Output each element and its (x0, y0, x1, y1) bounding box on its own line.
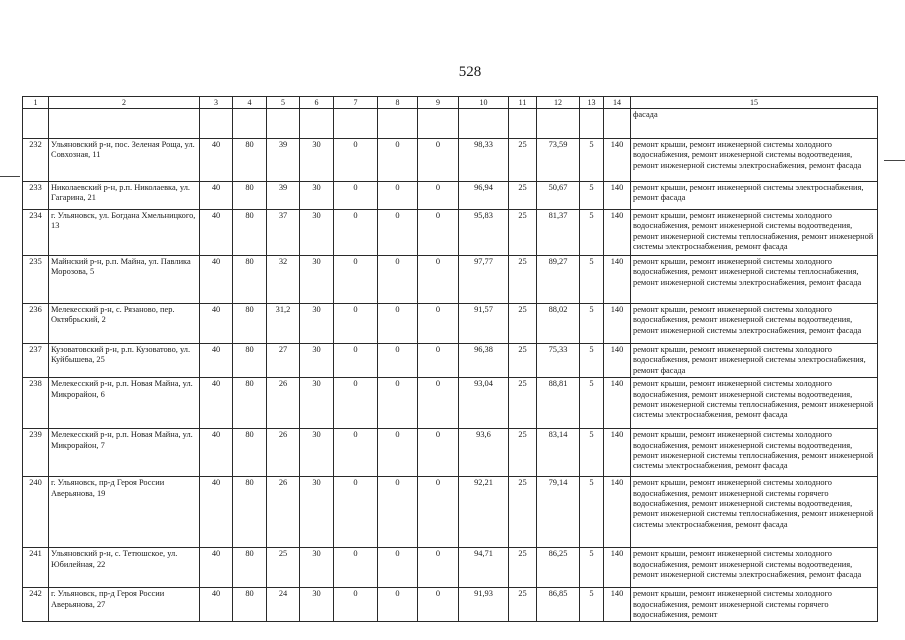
value-cell-c6: 30 (300, 139, 334, 182)
works-cell: ремонт крыши, ремонт инженерной системы холодного водоснабжения, ремонт инженерной системы теплоснабжения, ремонт инженерной системы электроснабжения, ремонт фасада (631, 256, 878, 304)
column-header-12: 12 (537, 97, 580, 109)
value-cell-c10: 98,33 (459, 139, 509, 182)
value-cell-c7: 0 (334, 256, 378, 304)
value-cell-c8: 0 (378, 304, 418, 344)
value-cell-c14: 140 (604, 588, 631, 622)
value-cell-c6: 30 (300, 429, 334, 477)
value-cell-c4: 80 (233, 477, 267, 548)
row-number-cell: 239 (23, 429, 49, 477)
value-cell-c5: 26 (267, 429, 300, 477)
table-row (23, 304, 878, 344)
value-cell-c11: 25 (509, 429, 537, 477)
column-header-9: 9 (418, 97, 459, 109)
column-header-5: 5 (267, 97, 300, 109)
column-header-6: 6 (300, 97, 334, 109)
value-cell-c6: 30 (300, 256, 334, 304)
value-cell-c11: 25 (509, 378, 537, 429)
value-cell-c5: 26 (267, 477, 300, 548)
value-cell-c9: 0 (418, 378, 459, 429)
value-cell-c10: 91,57 (459, 304, 509, 344)
value-cell-c13: 5 (580, 210, 604, 256)
value-cell-c5: 24 (267, 588, 300, 622)
value-cell-c7: 0 (334, 588, 378, 622)
value-cell-c6: 30 (300, 182, 334, 210)
value-cell-c10: 96,38 (459, 344, 509, 378)
value-cell-c8: 0 (378, 182, 418, 210)
value-cell-c5: 37 (267, 210, 300, 256)
value-cell-c10: 92,21 (459, 477, 509, 548)
table-row (23, 344, 878, 378)
row-number-cell: 242 (23, 588, 49, 622)
value-cell-c14: 140 (604, 139, 631, 182)
works-cell: ремонт крыши, ремонт инженерной системы холодного водоснабжения, ремонт инженерной системы водоотведения, ремонт инженерной системы теплоснабжения, ремонт инженерной системы электроснабжения, ремонт фасада (631, 210, 878, 256)
value-cell-c12: 86,25 (537, 548, 580, 588)
address-cell: Кузоватовский р-н, р.п. Кузоватово, ул. Куйбышева, 25 (49, 344, 200, 378)
value-cell-c7: 0 (334, 210, 378, 256)
value-cell-c14: 140 (604, 429, 631, 477)
value-cell-c4: 80 (233, 182, 267, 210)
works-cell: ремонт крыши, ремонт инженерной системы холодного водоснабжения, ремонт инженерной системы водоотведения, ремонт инженерной системы электроснабжения, ремонт фасада (631, 548, 878, 588)
value-cell-c11: 25 (509, 304, 537, 344)
table-row (23, 182, 878, 210)
works-cell: ремонт крыши, ремонт инженерной системы электроснабжения, ремонт фасада (631, 182, 878, 210)
value-cell-c8: 0 (378, 588, 418, 622)
value-cell-c10: 94,71 (459, 548, 509, 588)
value-cell-c11: 25 (509, 588, 537, 622)
value-cell-c9: 0 (418, 256, 459, 304)
value-cell-c12: 83,14 (537, 429, 580, 477)
value-cell-c5: 25 (267, 548, 300, 588)
table-row (23, 378, 878, 429)
value-cell-c8: 0 (378, 344, 418, 378)
value-cell-c12: 75,33 (537, 344, 580, 378)
row-number-cell: 241 (23, 548, 49, 588)
page-number: 528 (458, 64, 482, 80)
row-number-cell: 234 (23, 210, 49, 256)
value-cell-c14: 140 (604, 256, 631, 304)
value-cell-c13: 5 (580, 477, 604, 548)
value-cell-c8: 0 (378, 477, 418, 548)
value-cell-c13: 5 (580, 139, 604, 182)
value-cell-c10: 93,04 (459, 378, 509, 429)
value-cell-c4: 80 (233, 429, 267, 477)
scan-mark (0, 176, 20, 177)
table-body (23, 109, 878, 622)
table-row (23, 588, 878, 622)
value-cell-c3: 40 (200, 429, 233, 477)
value-cell-c13: 5 (580, 304, 604, 344)
value-cell-c14: 140 (604, 182, 631, 210)
works-cell: фасада (631, 109, 878, 139)
value-cell-c13: 5 (580, 344, 604, 378)
value-cell-c9: 0 (418, 588, 459, 622)
value-cell-c6: 30 (300, 344, 334, 378)
value-cell-c5: 39 (267, 139, 300, 182)
value-cell-c3: 40 (200, 139, 233, 182)
address-cell: Мелекесский р-н, р.п. Новая Майна, ул. Микрорайон, 7 (49, 429, 200, 477)
column-header-11: 11 (509, 97, 537, 109)
value-cell-c6: 30 (300, 210, 334, 256)
value-cell-c13: 5 (580, 378, 604, 429)
header-row (23, 97, 878, 109)
value-cell-c5: 39 (267, 182, 300, 210)
column-header-7: 7 (334, 97, 378, 109)
value-cell-c3: 40 (200, 344, 233, 378)
column-header-1: 1 (23, 97, 49, 109)
row-number-cell: 236 (23, 304, 49, 344)
column-header-3: 3 (200, 97, 233, 109)
column-header-15: 15 (631, 97, 878, 109)
value-cell-c8: 0 (378, 256, 418, 304)
value-cell-c11: 25 (509, 477, 537, 548)
value-cell-c6: 30 (300, 588, 334, 622)
works-cell: ремонт крыши, ремонт инженерной системы холодного водоснабжения, ремонт инженерной системы водоотведения, ремонт инженерной системы теплоснабжения, ремонт инженерной системы электроснабжения, ремонт фасада (631, 378, 878, 429)
value-cell-c7: 0 (334, 304, 378, 344)
column-header-8: 8 (378, 97, 418, 109)
value-cell-c7: 0 (334, 378, 378, 429)
value-cell-c7: 0 (334, 548, 378, 588)
value-cell-c3: 40 (200, 256, 233, 304)
value-cell-c13: 5 (580, 548, 604, 588)
value-cell-c8: 0 (378, 548, 418, 588)
address-cell: г. Ульяновск, пр-д Героя России Аверьянова, 27 (49, 588, 200, 622)
column-header-13: 13 (580, 97, 604, 109)
row-number-cell: 233 (23, 182, 49, 210)
table-row (23, 256, 878, 304)
value-cell-c6: 30 (300, 304, 334, 344)
value-cell-c12: 73,59 (537, 139, 580, 182)
works-cell: ремонт крыши, ремонт инженерной системы холодного водоснабжения, ремонт инженерной системы водоотведения, ремонт инженерной системы теплоснабжения, ремонт инженерной системы электроснабжения, ремонт фасада (631, 429, 878, 477)
address-cell: Майнский р-н, р.п. Майна, ул. Павлика Морозова, 5 (49, 256, 200, 304)
works-cell: ремонт крыши, ремонт инженерной системы холодного водоснабжения, ремонт инженерной системы горячего водоснабжения, ремонт (631, 588, 878, 622)
value-cell-c9: 0 (418, 139, 459, 182)
value-cell-c7: 0 (334, 477, 378, 548)
table-row (23, 210, 878, 256)
row-number-cell: 240 (23, 477, 49, 548)
value-cell-c14: 140 (604, 304, 631, 344)
value-cell-c12: 50,67 (537, 182, 580, 210)
value-cell-c13: 5 (580, 588, 604, 622)
scan-mark (884, 160, 905, 161)
value-cell-c7: 0 (334, 182, 378, 210)
column-header-10: 10 (459, 97, 509, 109)
value-cell-c4: 80 (233, 210, 267, 256)
value-cell-c9: 0 (418, 304, 459, 344)
table-row (23, 429, 878, 477)
row-number-cell: 232 (23, 139, 49, 182)
value-cell-c3: 40 (200, 182, 233, 210)
value-cell-c11: 25 (509, 548, 537, 588)
value-cell-c9: 0 (418, 344, 459, 378)
row-number-cell: 235 (23, 256, 49, 304)
value-cell-c6: 30 (300, 548, 334, 588)
works-cell: ремонт крыши, ремонт инженерной системы холодного водоснабжения, ремонт инженерной системы электроснабжения, ремонт фасада (631, 344, 878, 378)
works-cell: ремонт крыши, ремонт инженерной системы холодного водоснабжения, ремонт инженерной системы водоотведения, ремонт инженерной системы электроснабжения, ремонт фасада (631, 139, 878, 182)
value-cell-c4: 80 (233, 548, 267, 588)
value-cell-c14: 140 (604, 477, 631, 548)
value-cell-c13: 5 (580, 182, 604, 210)
value-cell-c8: 0 (378, 429, 418, 477)
value-cell-c4: 80 (233, 344, 267, 378)
value-cell-c14: 140 (604, 210, 631, 256)
value-cell-c5: 32 (267, 256, 300, 304)
repair-table (22, 96, 878, 622)
value-cell-c12: 86,85 (537, 588, 580, 622)
value-cell-c10: 93,6 (459, 429, 509, 477)
value-cell-c7: 0 (334, 429, 378, 477)
value-cell-c13: 5 (580, 256, 604, 304)
value-cell-c5: 27 (267, 344, 300, 378)
column-header-2: 2 (49, 97, 200, 109)
column-header-14: 14 (604, 97, 631, 109)
address-cell: Ульяновский р-н, с. Тетюшское, ул. Юбилейная, 22 (49, 548, 200, 588)
value-cell-c14: 140 (604, 344, 631, 378)
value-cell-c11: 25 (509, 344, 537, 378)
works-cell: ремонт крыши, ремонт инженерной системы холодного водоснабжения, ремонт инженерной системы водоотведения, ремонт инженерной системы электроснабжения, ремонт фасада (631, 304, 878, 344)
value-cell-c4: 80 (233, 588, 267, 622)
value-cell-c7: 0 (334, 139, 378, 182)
address-cell: Мелекесский р-н, р.п. Новая Майна, ул. Микрорайон, 6 (49, 378, 200, 429)
column-header-4: 4 (233, 97, 267, 109)
value-cell-c4: 80 (233, 378, 267, 429)
value-cell-c11: 25 (509, 210, 537, 256)
value-cell-c10: 91,93 (459, 588, 509, 622)
works-cell: ремонт крыши, ремонт инженерной системы холодного водоснабжения, ремонт инженерной системы горячего водоснабжения, ремонт инженерной системы водоотведения, ремонт инженерной системы теплоснабжения, ремонт инженерной системы электроснабжения, ремонт фасада (631, 477, 878, 548)
value-cell-c13: 5 (580, 429, 604, 477)
value-cell-c4: 80 (233, 256, 267, 304)
value-cell-c9: 0 (418, 429, 459, 477)
value-cell-c12: 89,27 (537, 256, 580, 304)
value-cell-c4: 80 (233, 139, 267, 182)
value-cell-c9: 0 (418, 548, 459, 588)
value-cell-c10: 97,77 (459, 256, 509, 304)
value-cell-c4: 80 (233, 304, 267, 344)
address-cell: г. Ульяновск, пр-д Героя России Аверьянова, 19 (49, 477, 200, 548)
value-cell-c3: 40 (200, 588, 233, 622)
value-cell-c14: 140 (604, 548, 631, 588)
table-row (23, 477, 878, 548)
value-cell-c5: 31,2 (267, 304, 300, 344)
value-cell-c11: 25 (509, 182, 537, 210)
value-cell-c8: 0 (378, 210, 418, 256)
value-cell-c3: 40 (200, 477, 233, 548)
value-cell-c10: 96,94 (459, 182, 509, 210)
value-cell-c8: 0 (378, 378, 418, 429)
value-cell-c9: 0 (418, 210, 459, 256)
value-cell-c11: 25 (509, 256, 537, 304)
address-cell: г. Ульяновск, ул. Богдана Хмельницкого, 13 (49, 210, 200, 256)
address-cell: Ульяновский р-н, пос. Зеленая Роща, ул. Совхозная, 11 (49, 139, 200, 182)
value-cell-c6: 30 (300, 477, 334, 548)
value-cell-c14: 140 (604, 378, 631, 429)
value-cell-c10: 95,83 (459, 210, 509, 256)
value-cell-c8: 0 (378, 139, 418, 182)
address-cell: Мелекесский р-н, с. Рязаново, пер. Октябрьский, 2 (49, 304, 200, 344)
value-cell-c7: 0 (334, 344, 378, 378)
value-cell-c9: 0 (418, 182, 459, 210)
value-cell-c3: 40 (200, 210, 233, 256)
value-cell-c12: 81,37 (537, 210, 580, 256)
value-cell-c11: 25 (509, 139, 537, 182)
value-cell-c3: 40 (200, 378, 233, 429)
table-row (23, 548, 878, 588)
value-cell-c3: 40 (200, 304, 233, 344)
value-cell-c12: 79,14 (537, 477, 580, 548)
value-cell-c6: 30 (300, 378, 334, 429)
row-number-cell: 237 (23, 344, 49, 378)
value-cell-c12: 88,81 (537, 378, 580, 429)
value-cell-c12: 88,02 (537, 304, 580, 344)
row-number-cell: 238 (23, 378, 49, 429)
address-cell: Николаевский р-н, р.п. Николаевка, ул. Гагарина, 21 (49, 182, 200, 210)
table-row (23, 139, 878, 182)
value-cell-c5: 26 (267, 378, 300, 429)
continuation-row (23, 109, 878, 139)
value-cell-c3: 40 (200, 548, 233, 588)
value-cell-c9: 0 (418, 477, 459, 548)
